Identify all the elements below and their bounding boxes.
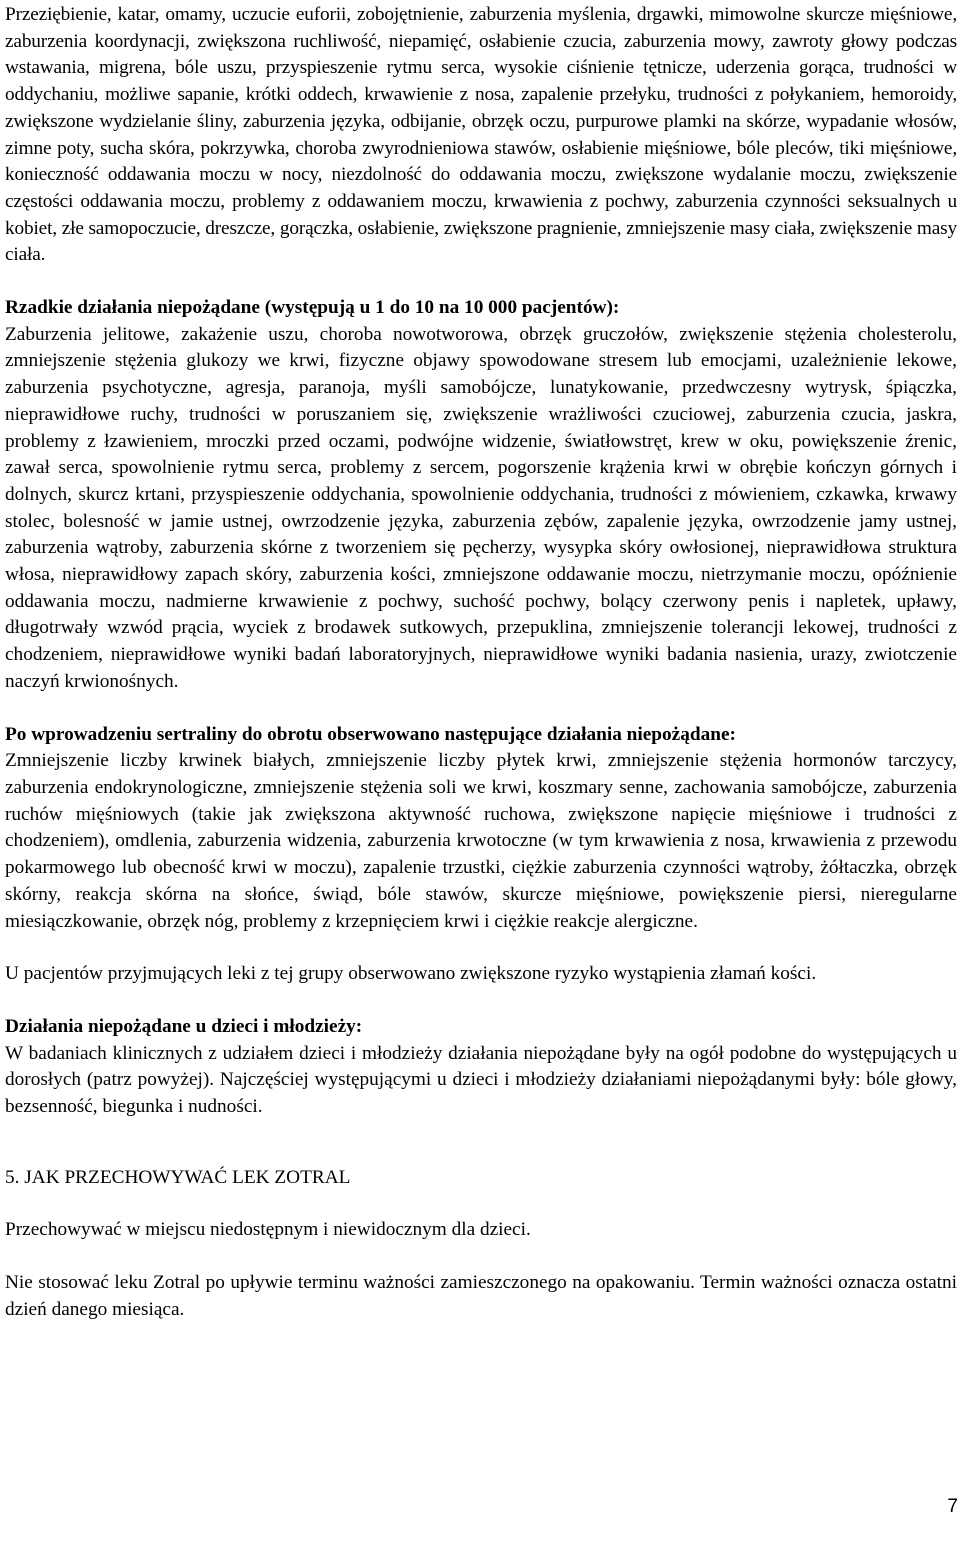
rare-side-effects-section [5,295,957,696]
post-marketing-body: Zmniejszenie liczby krwinek białych, zmniejszenie liczby płytek krwi, zmniejszenie stężenia hormonów tarczycy, zaburzenia endokrynologiczne, zmniejszenie stężenia soli we krwi, koszmary senne, zachowania samobójcze, zaburzenia ruchów mięśniowych (takie jak zwiększona aktywność ruchowa, zwiększone napięcie mięśniowe i trudności z chodzeniem), omdlenia, zaburzenia widzenia, zaburzenia krwotoczne (w tym krwawienia z nosa, krwawienia z przewodu pokarmowego lub obecność krwi w moczu), zapalenie trzustki, ciężkie zaburzenia czynności wątroby, żółtaczka, obrzęk skórny, reakcja skórna na słońce, świąd, bóle stawów, skurcze mięśniowe, powiększenie piersi, nieregularne miesiączkowanie, obrzęk nóg, problemy z krzepnięciem krwi i ciężkie reakcje alergiczne. [5,750,957,932]
children-side-effects-section [5,1014,957,1121]
rare-side-effects-paragraph [5,295,957,696]
post-marketing-heading: Po wprowadzeniu sertraliny do obrotu obserwowano następujące działania niepożądane: [5,723,736,745]
rare-side-effects-body: Zaburzenia jelitowe, zakażenie uszu, choroba nowotworowa, obrzęk gruczołów, zwiększenie stężenia cholesterolu, zmniejszenie stężenia glukozy we krwi, fizyczne objawy spowodowane stresem lub emocjami, uzależnienie lekowe, zaburzenia psychotyczne, agresja, paranoja, myśli samobójcze, lunatykowanie, przedwczesny wytrysk, śpiączka, nieprawidłowe ruchy, trudności w poruszaniem się, zwiększenie wrażliwości czuciowej, zaburzenia czucia, jaskra, problemy z łzawieniem, mroczki przed oczami, podwójne widzenie, światłowstręt, krew w oku, powiększenie źrenic, zawał serca, spowolnienie rytmu serca, problemy z sercem, pogorszenie krążenia krwi w obrębie kończyn górnych i dolnych, skurcz krtani, przyspieszenie oddychania, spowolnienie oddychania, trudności z mówieniem, czkawka, krwawy stolec, bolesność w jamie ustnej, owrzodzenie języka, zaburzenia zębów, zapalenie języka, owrzodzenie jamy ustnej, zaburzenia wątroby, zaburzenia skórne z tworzeniem się pęcherzy, wysypka skóry owłosionej, nieprawidłowa struktura włosa, nieprawidłowy zapach skóry, zaburzenia kości, zmniejszone oddawanie moczu, nietrzymanie moczu, opóźnienie oddawania moczu, nadmierne krwawienie z pochwy, suchość pochwy, bolący czerwony penis i napletek, upławy, długotrwały wzwód prącia, wyciek z brodawek sutkowych, przepuklina, zmniejszenie tolerancji lekowej, trudności z chodzeniem, nieprawidłowe wyniki badań laboratoryjnych, nieprawidłowe wyniki badania nasienia, urazy, zwiotczenie naczyń krwionośnych. [5,323,957,692]
post-marketing-section [5,722,957,936]
fracture-risk-note: U pacjentów przyjmujących leki z tej grupy obserwowano zwiększone ryzyko wystąpienia złamań kości. [5,963,817,985]
children-side-effects-heading: Działania niepożądane u dzieci i młodzieży: [5,1015,363,1037]
storage-chapter-title: 5. JAK PRZECHOWYWAĆ LEK ZOTRAL [5,1166,351,1188]
page-number: 7 [947,1496,958,1517]
children-side-effects-paragraph [5,1014,957,1121]
children-side-effects-body: W badaniach klinicznych z udziałem dzieci i młodzieży działania niepożądane były na ogół podobne do występujących u dorosłych (patrz powyżej). Najczęściej występującymi u dzieci i młodzieży działaniami niepożądanymi były: bóle głowy, bezsenność, biegunka i nudności. [5,1042,957,1118]
side-effects-list-continued: Przeziębienie, katar, omamy, uczucie euforii, zobojętnienie, zaburzenia myślenia, drgawki, mimowolne skurcze mięśniowe, zaburzenia koordynacji, zwiększona ruchliwość, niepamięć, osłabienie czucia, zaburzenia mowy, zawroty głowy podczas wstawania, migrena, bóle uszu, przyspieszenie rytmu serca, wysokie ciśnienie tętnicze, uderzenia gorąca, trudności w oddychaniu, możliwe sapanie, krótki oddech, krwawienie z nosa, zapalenie przełyku, trudności z połykaniem, hemoroidy, zwiększone wydzielanie śliny, zaburzenia języka, odbijanie, obrzęk oczu, purpurowe plamki na skórze, wypadanie włosów, zimne poty, sucha skóra, pokrzywka, choroba zwyrodnieniowa stawów, osłabienie mięśniowe, bóle pleców, tiki mięśniowe, konieczność oddawania moczu w nocy, niezdolność do oddawania moczu, zwiększone wydalanie moczu, zwiększenie częstości oddawania moczu, problemy z oddawaniem moczu, krwawienia z pochwy, zaburzenia czynności seksualnych u kobiet, złe samopoczucie, dreszcze, gorączka, osłabienie, zwiększone pragnienie, zmniejszenie masy ciała, zwiększenie masy ciała. [5,4,957,266]
rare-side-effects-heading: Rzadkie działania niepożądane (występują u 1 do 10 na 10 000 pacjentów): [5,297,620,319]
storage-instruction-expiry: Nie stosować leku Zotral po upływie terminu ważności zamieszczonego na opakowaniu. Termin ważności oznacza ostatni dzień danego miesiąca. [5,1272,957,1320]
document-page [5,0,957,1324]
post-marketing-paragraph [5,722,957,936]
storage-instruction-children: Przechowywać w miejscu niedostępnym i niewidocznym dla dzieci. [5,1219,531,1241]
